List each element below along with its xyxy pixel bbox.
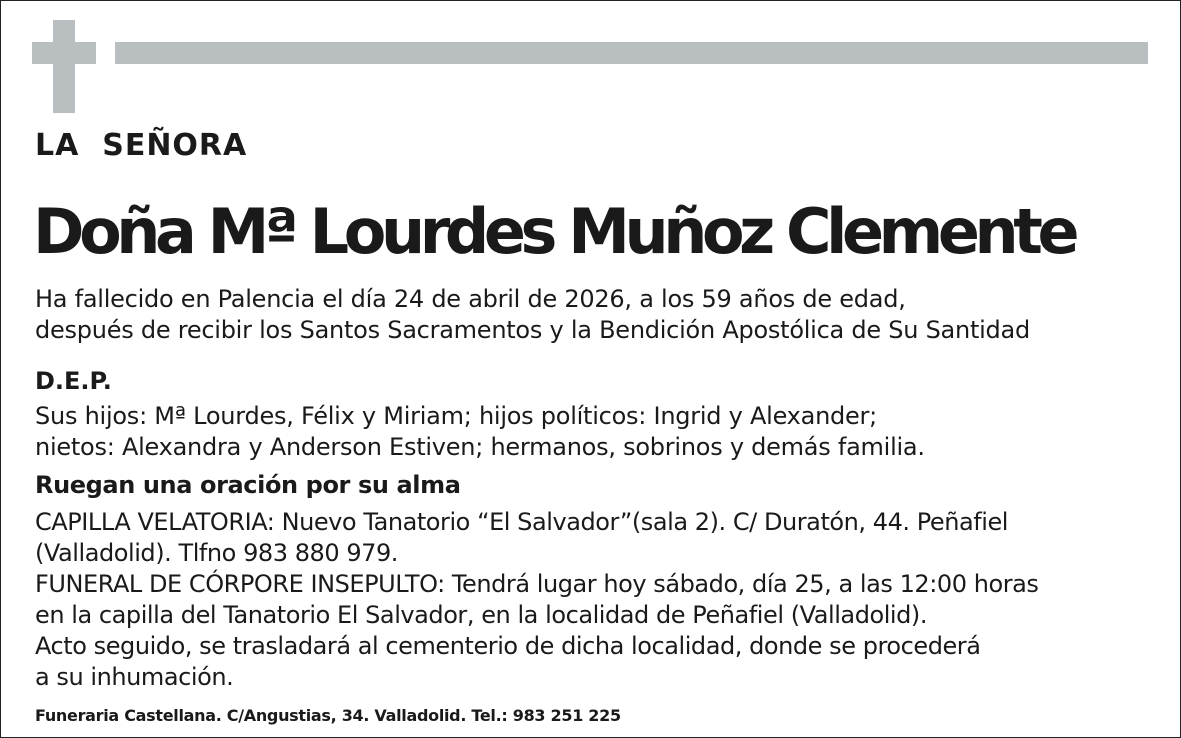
funeral-home-footer: Funeraria Castellana. C/Angustias, 34. Valladolid. Tel.: 983 251 225 xyxy=(35,706,621,725)
cross-icon-vertical xyxy=(53,20,75,113)
cross-icon-horizontal xyxy=(32,42,96,64)
detail-line: FUNERAL DE CÓRPORE INSEPULTO: Tendrá lugar hoy sábado, día 25, a las 12:00 horas xyxy=(35,570,1039,598)
death-line: después de recibir los Santos Sacramentos y la Bendición Apostólica de Su Santidad xyxy=(35,316,1030,344)
detail-line: (Valladolid). Tlfno 983 880 979. xyxy=(35,539,398,567)
death-line: Ha fallecido en Palencia el día 24 de abril de 2026, a los 59 años de edad, xyxy=(35,285,906,313)
death-announcement xyxy=(35,284,1030,346)
prayer-request: Ruegan una oración por su alma xyxy=(35,471,461,499)
detail-line: en la capilla del Tanatorio El Salvador, en la localidad de Peñafiel (Valladolid). xyxy=(35,601,928,629)
family-line: Sus hijos: Mª Lourdes, Félix y Miriam; hijos políticos: Ingrid y Alexander; xyxy=(35,402,877,430)
detail-line: Acto seguido, se trasladará al cementerio de dicha localidad, donde se procederá xyxy=(35,632,981,660)
header-bar xyxy=(115,42,1148,64)
dep-label: D.E.P. xyxy=(35,367,112,395)
deceased-name: Doña Mª Lourdes Muñoz Clemente xyxy=(33,195,1075,268)
family-line: nietos: Alexandra y Anderson Estiven; hermanos, sobrinos y demás familia. xyxy=(35,433,925,461)
family-list xyxy=(35,401,925,463)
intro-label: LA SEÑORA xyxy=(35,128,248,163)
detail-line: a su inhumación. xyxy=(35,663,234,691)
detail-line: CAPILLA VELATORIA: Nuevo Tanatorio “El Salvador”(sala 2). C/ Duratón, 44. Peñafiel xyxy=(35,508,1008,536)
service-details xyxy=(35,507,1038,693)
